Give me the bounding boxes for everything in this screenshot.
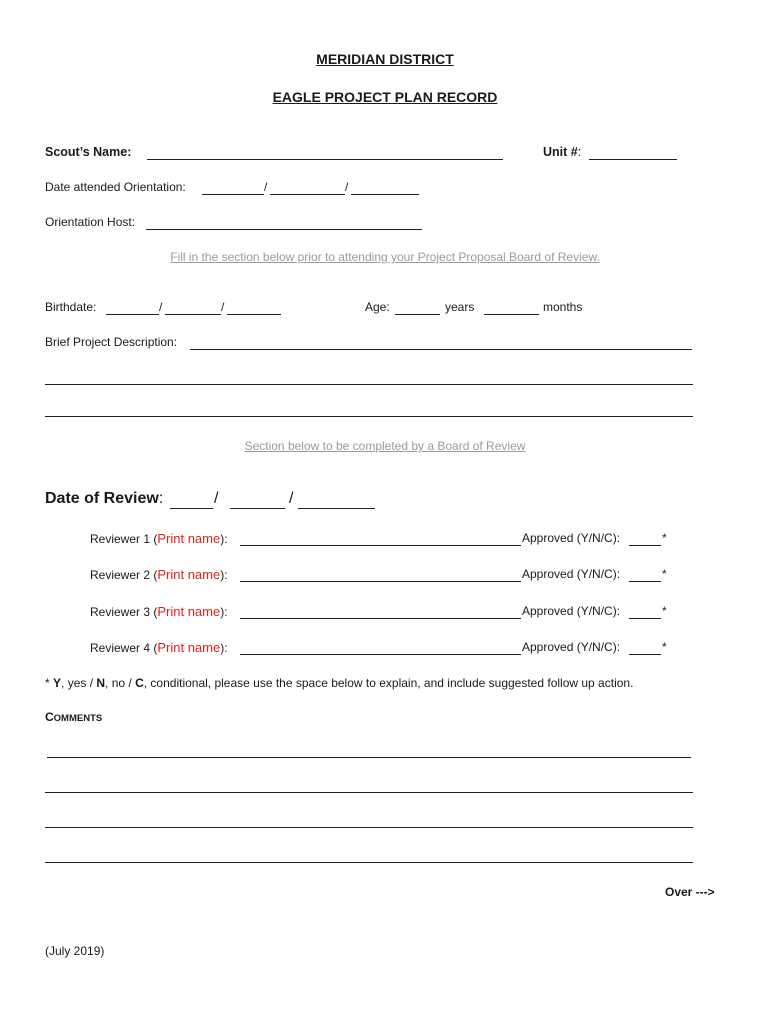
approved-field[interactable] xyxy=(629,604,661,619)
review-month-field[interactable] xyxy=(170,494,213,509)
review-day-field[interactable] xyxy=(230,494,285,509)
legend-no: , no / xyxy=(105,676,136,690)
age-years-field[interactable] xyxy=(395,300,440,315)
reviewer-label xyxy=(90,640,228,655)
board-section-instruction: Section below to be completed by a Board of Review xyxy=(244,439,526,453)
description-line-3[interactable] xyxy=(45,416,693,417)
footnote-star: * xyxy=(662,531,667,545)
comment-line[interactable] xyxy=(47,757,691,758)
review-date-label-group xyxy=(45,490,163,508)
reviewer-prefix: Reviewer 1 ( xyxy=(90,532,158,546)
form-title: EAGLE PROJECT PLAN RECORD xyxy=(272,89,498,105)
reviewer-suffix: ): xyxy=(220,641,228,655)
unit-colon: : xyxy=(577,145,582,159)
comment-line[interactable] xyxy=(45,792,693,793)
footnote-star: * xyxy=(662,604,667,618)
scout-name-field[interactable] xyxy=(147,145,503,160)
district-title: MERIDIAN DISTRICT xyxy=(316,51,454,67)
approved-field[interactable] xyxy=(629,531,661,546)
reviewer-label xyxy=(90,604,228,619)
approved-field[interactable] xyxy=(629,567,661,582)
print-name-hint: Print name xyxy=(157,567,221,582)
orientation-day-field[interactable] xyxy=(270,180,345,195)
reviewer-prefix: Reviewer 3 ( xyxy=(90,605,158,619)
scout-name-label: Scout’s Name: xyxy=(45,145,132,159)
description-label: Brief Project Description: xyxy=(45,335,178,349)
reviewer-label xyxy=(90,531,228,546)
legend-yes: , yes / xyxy=(61,676,97,690)
reviewer-name-field[interactable] xyxy=(240,604,521,619)
date-separator: / xyxy=(345,180,349,194)
pre-review-instruction: Fill in the section below prior to attending your Project Proposal Board of Review. xyxy=(170,250,600,264)
print-name-hint: Print name xyxy=(157,604,221,619)
birth-day-field[interactable] xyxy=(165,300,221,315)
orientation-host-field[interactable] xyxy=(146,215,422,230)
legend-c: C xyxy=(135,676,144,690)
birthdate-label: Birthdate: xyxy=(45,300,97,314)
footnote-star: * xyxy=(662,640,667,654)
age-months-field[interactable] xyxy=(484,300,539,315)
orientation-month-field[interactable] xyxy=(202,180,264,195)
reviewer-suffix: ): xyxy=(220,605,228,619)
birth-month-field[interactable] xyxy=(106,300,159,315)
reviewer-label xyxy=(90,567,228,582)
reviewer-suffix: ): xyxy=(220,532,228,546)
orientation-date-label: Date attended Orientation: xyxy=(45,180,186,194)
approved-field[interactable] xyxy=(629,640,661,655)
age-label: Age: xyxy=(365,300,390,314)
print-name-hint: Print name xyxy=(157,640,221,655)
review-date-label: Date of Review xyxy=(45,490,159,507)
reviewer-name-field[interactable] xyxy=(240,531,521,546)
orientation-year-field[interactable] xyxy=(351,180,419,195)
comments-rest: OMMENTS xyxy=(53,713,103,724)
over-indicator: Over ---> xyxy=(665,885,715,899)
unit-label-group xyxy=(543,145,581,159)
description-line-2[interactable] xyxy=(45,384,693,385)
date-separator: / xyxy=(264,180,268,194)
legend-star: * xyxy=(45,676,54,690)
approved-label: Approved (Y/N/C): xyxy=(522,604,621,618)
reviewer-name-field[interactable] xyxy=(240,640,521,655)
months-label: months xyxy=(543,300,583,314)
comment-line[interactable] xyxy=(45,862,693,863)
revision-date: (July 2019) xyxy=(45,944,105,958)
review-date-colon: : xyxy=(158,490,164,507)
approved-label: Approved (Y/N/C): xyxy=(522,531,621,545)
date-separator: / xyxy=(289,490,294,507)
reviewer-prefix: Reviewer 2 ( xyxy=(90,568,158,582)
reviewer-prefix: Reviewer 4 ( xyxy=(90,641,158,655)
date-separator: / xyxy=(159,300,163,314)
reviewer-name-field[interactable] xyxy=(240,567,521,582)
description-line-1[interactable] xyxy=(190,335,692,350)
years-label: years xyxy=(445,300,475,314)
approval-legend xyxy=(45,676,633,690)
approved-label: Approved (Y/N/C): xyxy=(522,640,621,654)
orientation-host-label: Orientation Host: xyxy=(45,215,136,229)
comments-first-letter: C xyxy=(45,710,54,724)
legend-rest: , conditional, please use the space below to explain, and include suggested follow up action. xyxy=(143,676,634,690)
unit-field[interactable] xyxy=(589,145,677,160)
review-year-field[interactable] xyxy=(298,494,375,509)
footnote-star: * xyxy=(662,567,667,581)
comment-line[interactable] xyxy=(45,827,693,828)
comments-heading xyxy=(45,710,102,724)
legend-y: Y xyxy=(53,676,62,690)
birth-year-field[interactable] xyxy=(227,300,281,315)
unit-label: Unit # xyxy=(543,145,578,159)
approved-label: Approved (Y/N/C): xyxy=(522,567,621,581)
print-name-hint: Print name xyxy=(157,531,221,546)
date-separator: / xyxy=(221,300,225,314)
legend-n: N xyxy=(96,676,106,690)
reviewer-suffix: ): xyxy=(220,568,228,582)
date-separator: / xyxy=(214,490,219,507)
